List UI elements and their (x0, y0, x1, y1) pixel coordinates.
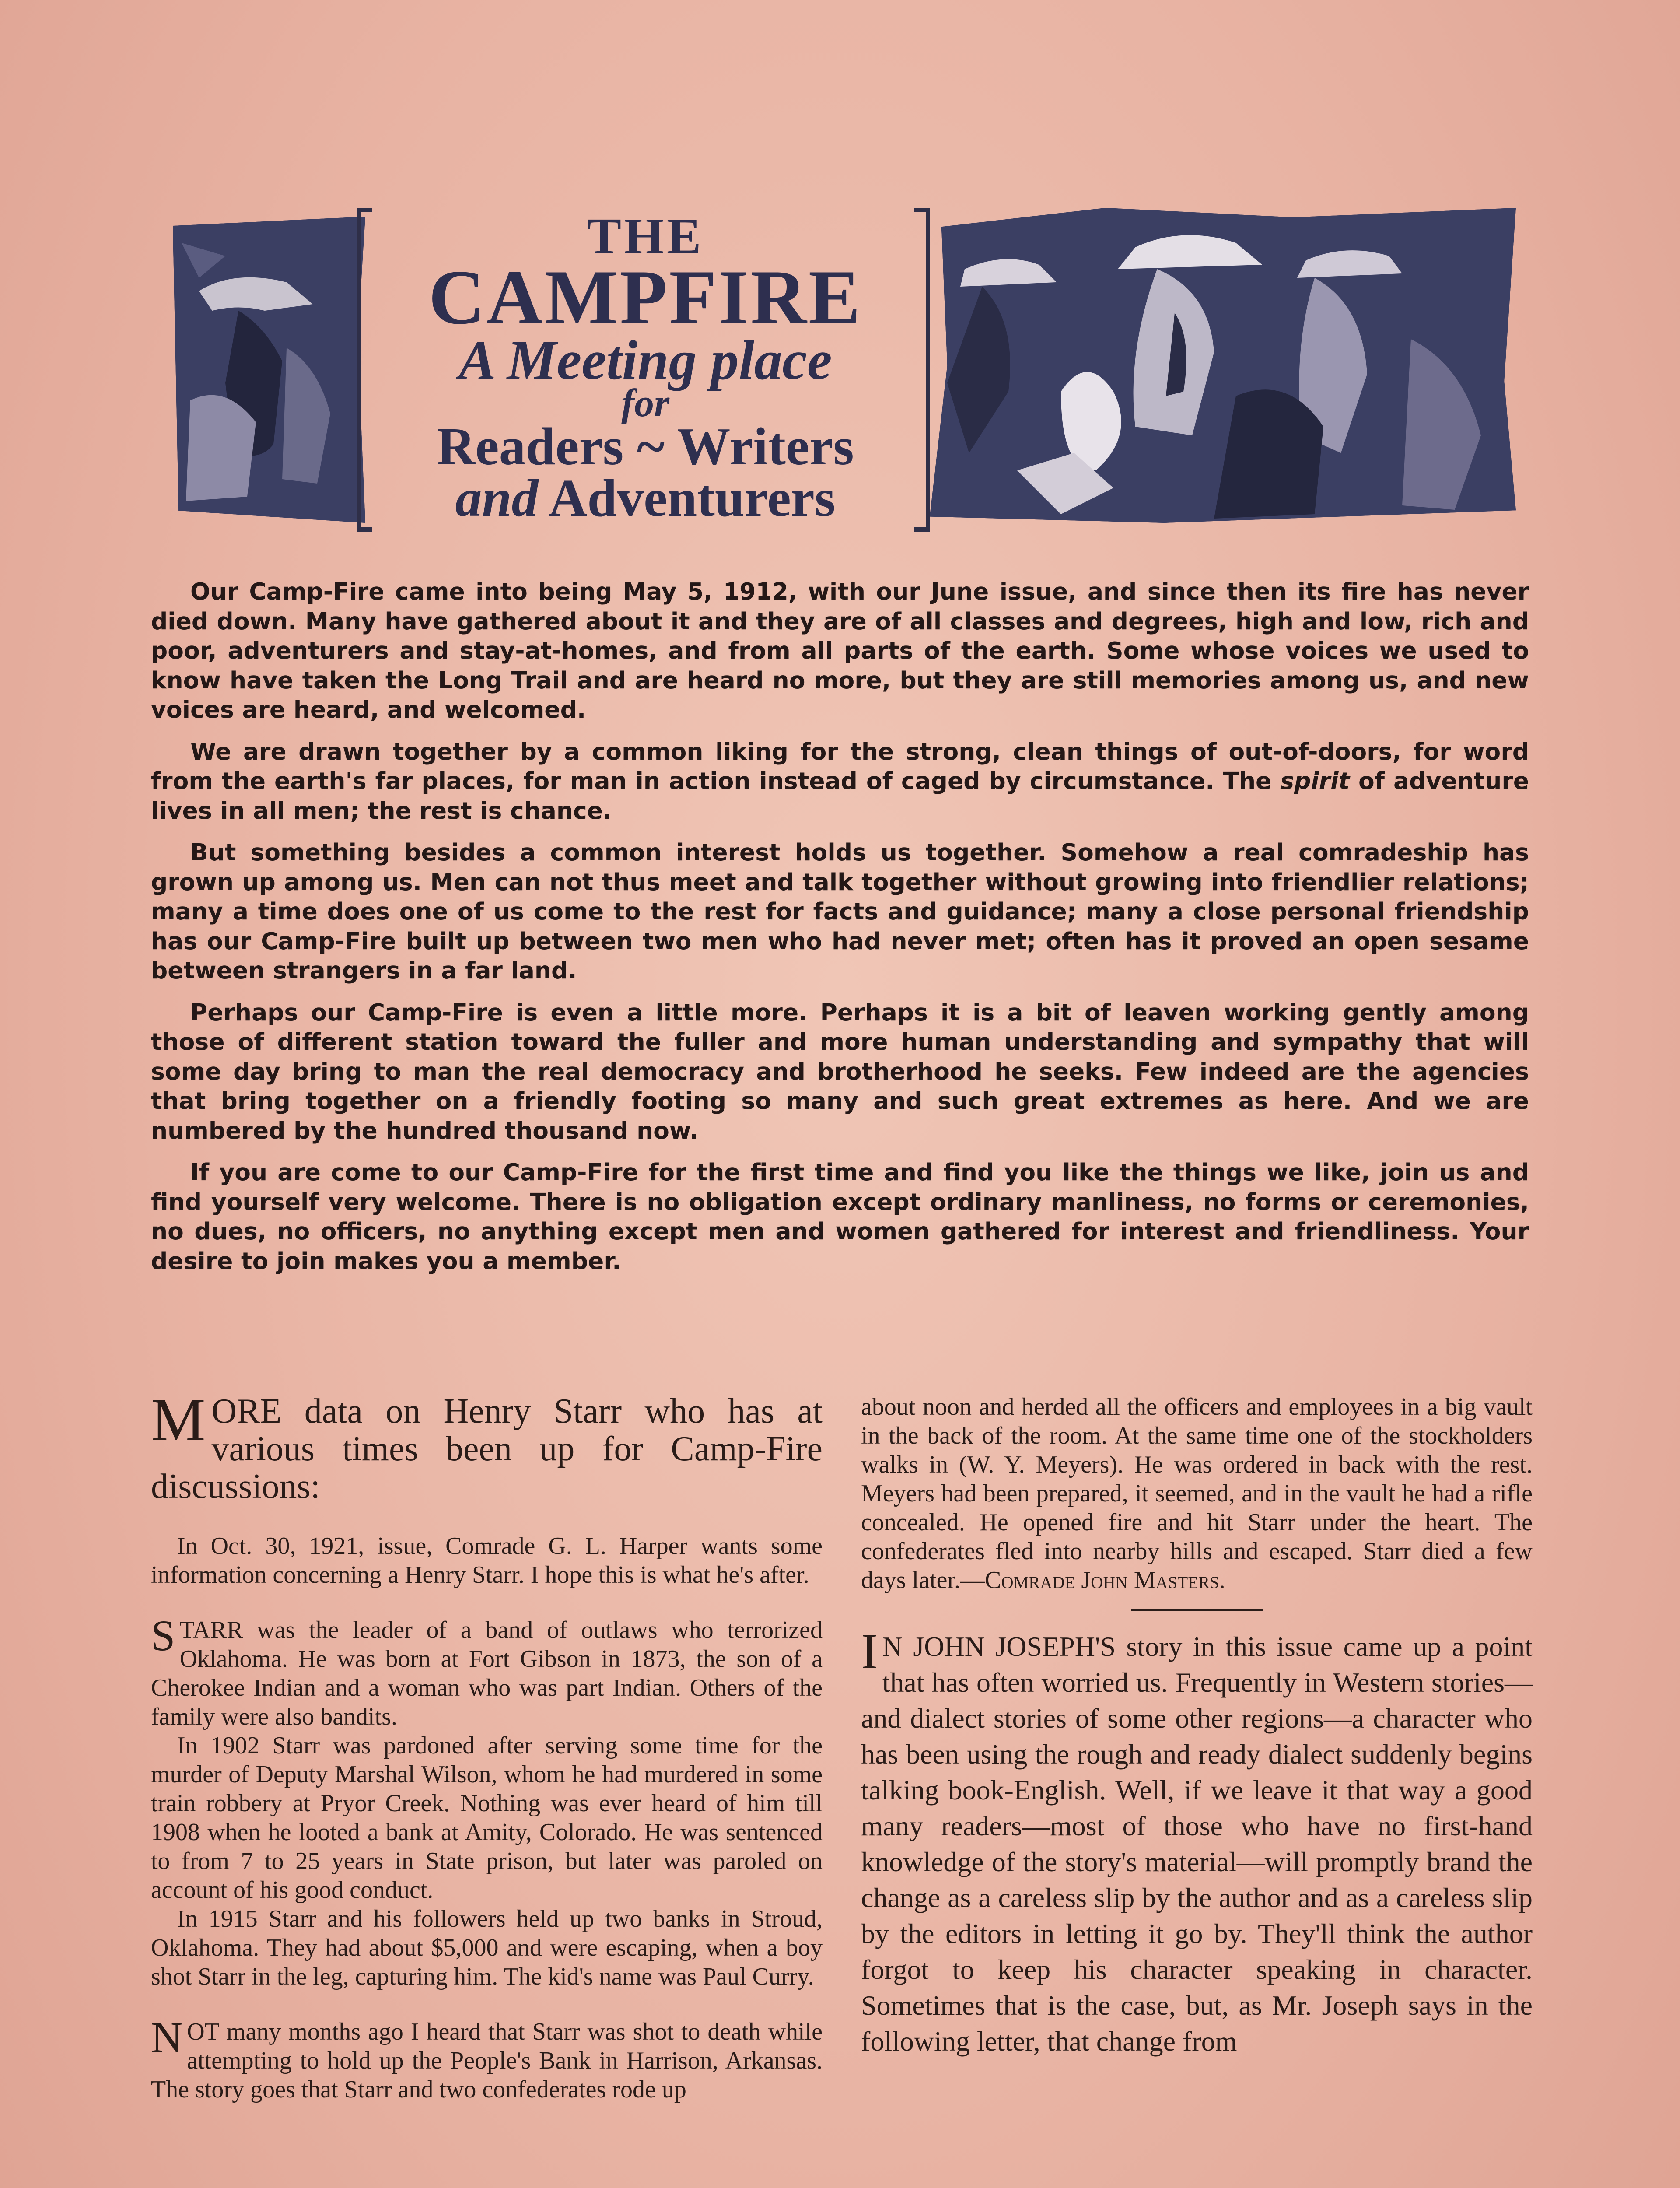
joseph-paragraph (861, 1623, 1533, 2059)
drop-cap-i: I (861, 1623, 878, 1680)
starr-bio-text: TARR was the leader of a band of outlaws who terrorized Oklahoma. He was born at Fort Gibson in 1873, the son of a Cherokee Indian and a woman who was part Indian. Others of the family were also bandits. (151, 1616, 822, 1730)
drop-cap-n: N (151, 2013, 183, 2062)
intro-paragraph-2 (151, 737, 1529, 826)
right-bracket (914, 208, 930, 532)
title-meeting-place: A Meeting place (458, 329, 832, 391)
intro-paragraph-4: Perhaps our Camp-Fire is even a little more. Perhaps it is a bit of leaven working gently among those of different station toward the fuller and more human understanding and sympathy that will some day bring to man the real democracy and brotherhood he seeks. Few indeed are the agencies that bring together on a friendly footing so many and such great extremes as here. And we are numbered by the hundred thousand now. (151, 998, 1529, 1144)
signature-john-masters: Comrade John Masters. (985, 1567, 1225, 1594)
intro-paragraph-1: Our Camp-Fire came into being May 5, 1912, with our June issue, and since then its fire has never died down. Many have gathered about it and they are of all classes and degrees, high and low, rich and poor, adventurers and stay-at-homes, and from all parts of the earth. Some whose voices we used to know have taken the Long Trail and are heard no more, but they are still memories among us, and new voices are heard, and welcomed. (151, 578, 1529, 723)
starr-death-paragraph (151, 2013, 822, 2104)
starr-bio-paragraph (151, 1611, 822, 1731)
title-adventurers (378, 469, 912, 528)
right-column (861, 1392, 1533, 2059)
joseph-text: N JOHN JOSEPH'S story in this issue came up a point that has often worried us. Frequently in Western stories—and dialect stories of some other regions—a character who has been using the rough and ready dialect suddenly begins talking book-English. Well, if we leave it that way a good many readers—most of those who have no first-hand knowledge of the story's material—will promptly brand the change as a careless slip by the author and as a careless slip by the editors in letting it go by. They'll think the author forgot to keep his character speaking in character. Sometimes that is the case, but, as Mr. Joseph says in the following letter, that change from (861, 1631, 1533, 2057)
starr-continuation-text: about noon and herded all the officers and employees in a big vault in the back of the room. At the same time one of the stockholders walks in (W. Y. Meyers). He was ordered in back with the rest. Meyers had been prepared, it seemed, and in the vault he had a rifle concealed. He opened fire and hit Starr under the heart. The confederates fled into nearby hills and escaped. Starr died a few days later.— (861, 1393, 1533, 1594)
left-bracket (357, 208, 372, 532)
starr-1915-paragraph: In 1915 Starr and his followers held up two banks in Stroud, Oklahoma. They had about $5,000 and were escaping, when a boy shot Starr in the leg, capturing him. The kid's name was Paul Curry. (151, 1905, 822, 1990)
section-divider (1131, 1609, 1263, 1611)
campfire-title (378, 207, 912, 528)
campfire-introduction (151, 577, 1529, 1288)
starr-lead-paragraph (151, 1386, 822, 1506)
intro-p2-part-b: of adventure lives in all men; the rest is chance. (151, 767, 1529, 824)
starr-death-text: OT many months ago I heard that Starr was shot to death while attempting to hold up the People's Bank in Harrison, Arkansas. The story goes that Starr and two confederates rode up (151, 2018, 822, 2103)
campfire-illustration-left-icon (173, 217, 365, 523)
starr-lead-text: ORE data on Henry Starr who has at various times been up for Camp-Fire discussions: (151, 1392, 822, 1506)
left-column (151, 1386, 822, 2104)
starr-1902-paragraph: In 1902 Starr was pardoned after serving some time for the murder of Deputy Marshal Wilson, whom he had murdered in some train robbery at Pryor Creek. Nothing was ever heard of him till 1908 when he looted a bank at Amity, Colorado. He was sentenced to from 7 to 25 years in State prison, but later was paroled on account of his good conduct. (151, 1732, 822, 1904)
title-and: and (455, 469, 539, 528)
intro-paragraph-5: If you are come to our Camp-Fire for the first time and find you like the things we like, join us and find yourself very welcome. There is no obligation except ordinary manliness, no forms or ceremonies, no dues, no officers, no anything except men and women gathered for interest and friendliness. Your desire to join makes you a member. (151, 1158, 1529, 1275)
title-adventurers-word: Adventurers (538, 469, 836, 528)
drop-cap-m: M (151, 1386, 206, 1454)
title-readers-writers: Readers ~ Writers (437, 417, 854, 476)
campfire-illustration-right-icon (930, 208, 1516, 523)
title-for: for (621, 382, 669, 425)
intro-paragraph-3: But something besides a common interest holds us together. Somehow a real comradeship has grown up among us. Men can not thus meet and talk together without growing into friendlier relations; many a time does one of us come to the rest for facts and guidance; many a close personal friendship has our Camp-Fire built up between two men who had never met; often has it proved an open sesame between strangers in a far land. (151, 838, 1529, 984)
drop-cap-s: S (151, 1611, 175, 1660)
title-campfire: CAMPFIRE (428, 254, 862, 340)
harper-note: In Oct. 30, 1921, issue, Comrade G. L. Harper wants some information concerning a Henry Starr. I hope this is what he's after. (151, 1532, 822, 1588)
title-the: THE (587, 207, 704, 265)
starr-continuation (861, 1392, 1533, 1595)
intro-p2-part-a: We are drawn together by a common liking for the strong, clean things of out-of-doors, for word from the earth's far places, for man in action instead of caged by circumstance. The (151, 737, 1529, 795)
intro-p2-spirit: spirit (1280, 767, 1350, 795)
campfire-banner (173, 199, 1512, 532)
